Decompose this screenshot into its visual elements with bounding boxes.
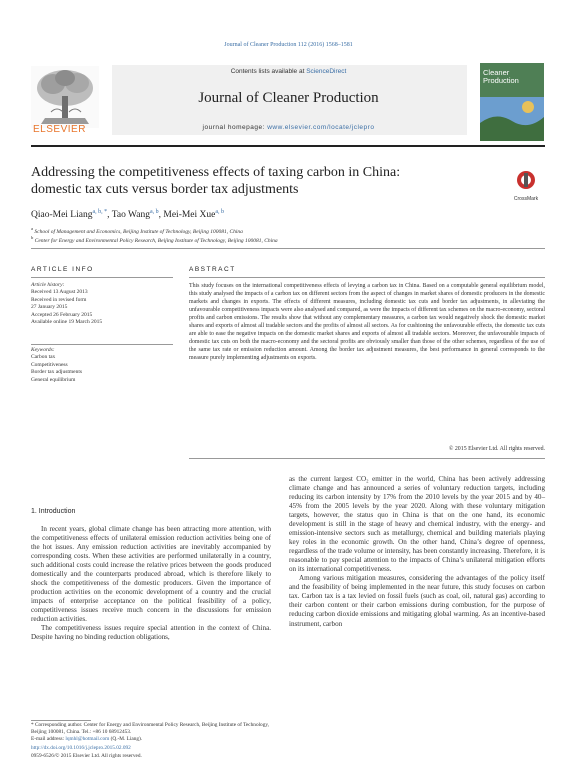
paragraph: The competitiveness issues require special attention in the context of China. Despite having no binding reduction obligations, xyxy=(31,624,271,642)
crossmark-label: CrossMark xyxy=(513,196,539,202)
author[interactable]: Mei-Mei Xue$^{a, b}$ xyxy=(163,209,225,221)
crossmark-button[interactable] xyxy=(506,170,546,202)
keyword: Competitiveness xyxy=(31,361,68,368)
footnote-divider xyxy=(31,720,91,721)
sciencedirect-link[interactable]: ScienceDirect xyxy=(306,68,347,75)
journal-title: Journal of Cleaner Production xyxy=(198,90,379,106)
keywords: Keywords: Carbon tax Competitiveness Border tax adjustments General equilibrium xyxy=(31,347,173,384)
abstract-divider xyxy=(189,277,545,278)
article-title xyxy=(31,165,486,199)
paragraph: Among various mitigation measures, considering the advantages of the policy itself and the feasibility of being implemented in the near future, this study focuses on carbon tax. Carbon tax is a tax levied on fossil fuels (such as coal, oil, natural gas) according to their carbon content or their carbon emissions during combustion, for the purpose of reducing carbon dioxide emissions and mitigating global warming. As an incentive-based instrument, carbon xyxy=(289,574,545,628)
homepage-link[interactable]: www.elsevier.com/locate/jclepro xyxy=(267,124,375,131)
affiliation: $^a$ School of Management and Economics, Beijing Institute of Technology, Beijing 100081, China xyxy=(31,226,243,235)
cover-title: Cleaner Production xyxy=(483,68,519,85)
journal-homepage: journal homepage: www.elsevier.com/locate/jclepro xyxy=(202,124,375,131)
footnote: * Corresponding author. Center for Energy and Environmental Policy Research, Beijing Institute of Technology, Beijing 100081, China. Tel.: +86 10 68912453. E-mail address: lqmhl@hotmail.com (Q.-M. Liang). xyxy=(31,722,269,743)
abstract-text: This study focuses on the international competitiveness effects of levying a carbon tax in China. Based on a computable general equilibrium model, this study analysed the impacts of a carbon tax on different sectors from the aspect of changes in market shares of domestic producers in the domestic markets and changes in exports. The effects of different measures, including domestic tax cuts and border tax adjustments, in alleviating the unfavourable competitiveness impacts were also analysed and compared, as were the impacts of different tax schemes on the macro-economy, sectoral profits and carbon emissions. The results show that without any complementary measures, a carbon tax would negatively shock the domestic market shares and exports of almost all tradable sectors and the profits of almost all sectors. As for cushioning the unfavourable effects, the domestic tax cuts are able to ease the negative impacts on the domestic market shares and exports of almost all tradable sectors. Moreover, the unfavourable impacts of domestic tax cuts on both the macro-economy and the sectoral profits are obviously smaller than those of the other schemes, regardless of the use of the same tax rate or emission reduction amount. Among the border tax adjustment measures, the best performance in general corresponds to the measure purely implementing adjustments on exports. xyxy=(189,283,545,362)
right-column xyxy=(289,475,545,629)
left-column xyxy=(31,525,271,642)
paragraph: as the current largest CO₂ emitter in the world, China has been actively addressing climate change and has announced a series of voluntary reduction targets, including reducing its carbon intensity by 17% from the 2010 levels by the year 2015 and by 40–45% from the 2005 levels by the year 2020. Along with these voluntary mitigation targets, however, the status quo in China is that on the one hand, its economic development is still in the stage of heavy and chemical industry, with the energy- and emission-intensive sectors such as metallurgy, chemical and building materials playing key roles in the economic growth. On the other hand, China’s degree of openness, regardless of the trade volume or intensity, has been constantly increasing. Therefore, it is reasonable to pay special attention to the impacts of China’s unilateral mitigation efforts on its international competitiveness. xyxy=(289,475,545,574)
article-title-line-2: domestic tax cuts versus border tax adjustments xyxy=(31,181,299,197)
abstract-copyright: © 2015 Elsevier Ltd. All rights reserved. xyxy=(448,446,545,452)
author[interactable]: Qiao-Mei Liang$^{a, b, *}$ xyxy=(31,209,108,221)
abstract-heading: ABSTRACT xyxy=(189,266,236,273)
section-heading: 1. Introduction xyxy=(31,508,76,515)
author[interactable]: Tao Wang$^{a, b}$ xyxy=(111,209,159,221)
article-info-heading: ARTICLE INFO xyxy=(31,266,94,273)
keywords-divider xyxy=(31,344,173,345)
crossmark-icon xyxy=(515,170,537,190)
issn-line: 0959-6526/© 2015 Elsevier Ltd. All rights reserved. xyxy=(31,753,142,759)
article-title-line-1: Addressing the competitiveness effects of taxing carbon in China: xyxy=(31,165,401,180)
doi-link[interactable]: http://dx.doi.org/10.1016/j.jclepro.2015.02.092 xyxy=(31,745,131,751)
affiliation: $^b$ Center for Energy and Environmental Policy Research, Beijing Institute of Technology, Beijing 100081, China xyxy=(31,235,278,244)
journal-reference[interactable]: Journal of Cleaner Production 112 (2016) 1568–1581 xyxy=(224,42,353,48)
paragraph: In recent years, global climate change has been attracting more attention, with the competitiveness effects of unilateral emission reduction activities being one of the hot issues. Any emission reduction activities are inevitably accompanied by corresponding costs. When these activities are performed unilaterally in a country, such additional costs could increase the relative prices between the goods produced domestically and the counterparts produced abroad, which is therefore likely to shock the competitiveness of the domestic producers. Given the importance of production activities on the economic development of a country and the crucial impacts of enterprise acceptance on the political feasibility of a policy, competitiveness issues receive much concern in the discussions for emission reduction activities. xyxy=(31,525,271,624)
article-history: Article history: Received 13 August 2013 Received in revised form 27 January 2015 Accepted 26 February 2015 Available online 19 March 2015 xyxy=(31,282,103,326)
header-divider xyxy=(31,145,545,147)
keyword: Border tax adjustments xyxy=(31,369,83,376)
author-list: Qiao-Mei Liang$^{a, b, *}$, Tao Wang$^{a, b}$, Mei-Mei Xue$^{a, b}$ xyxy=(31,209,225,221)
email-link[interactable]: lqmhl@hotmail.com xyxy=(65,736,110,743)
keyword: General equilibrium xyxy=(31,376,76,383)
journal-cover-image[interactable] xyxy=(480,63,544,141)
abstract-bottom-divider xyxy=(189,458,545,459)
elsevier-wordmark: ELSEVIER xyxy=(33,124,86,135)
keyword: Carbon tax xyxy=(31,354,56,361)
article-info-divider xyxy=(31,277,173,278)
contents-availability: Contents lists available at ScienceDirect xyxy=(230,68,347,75)
section-divider xyxy=(31,248,545,249)
